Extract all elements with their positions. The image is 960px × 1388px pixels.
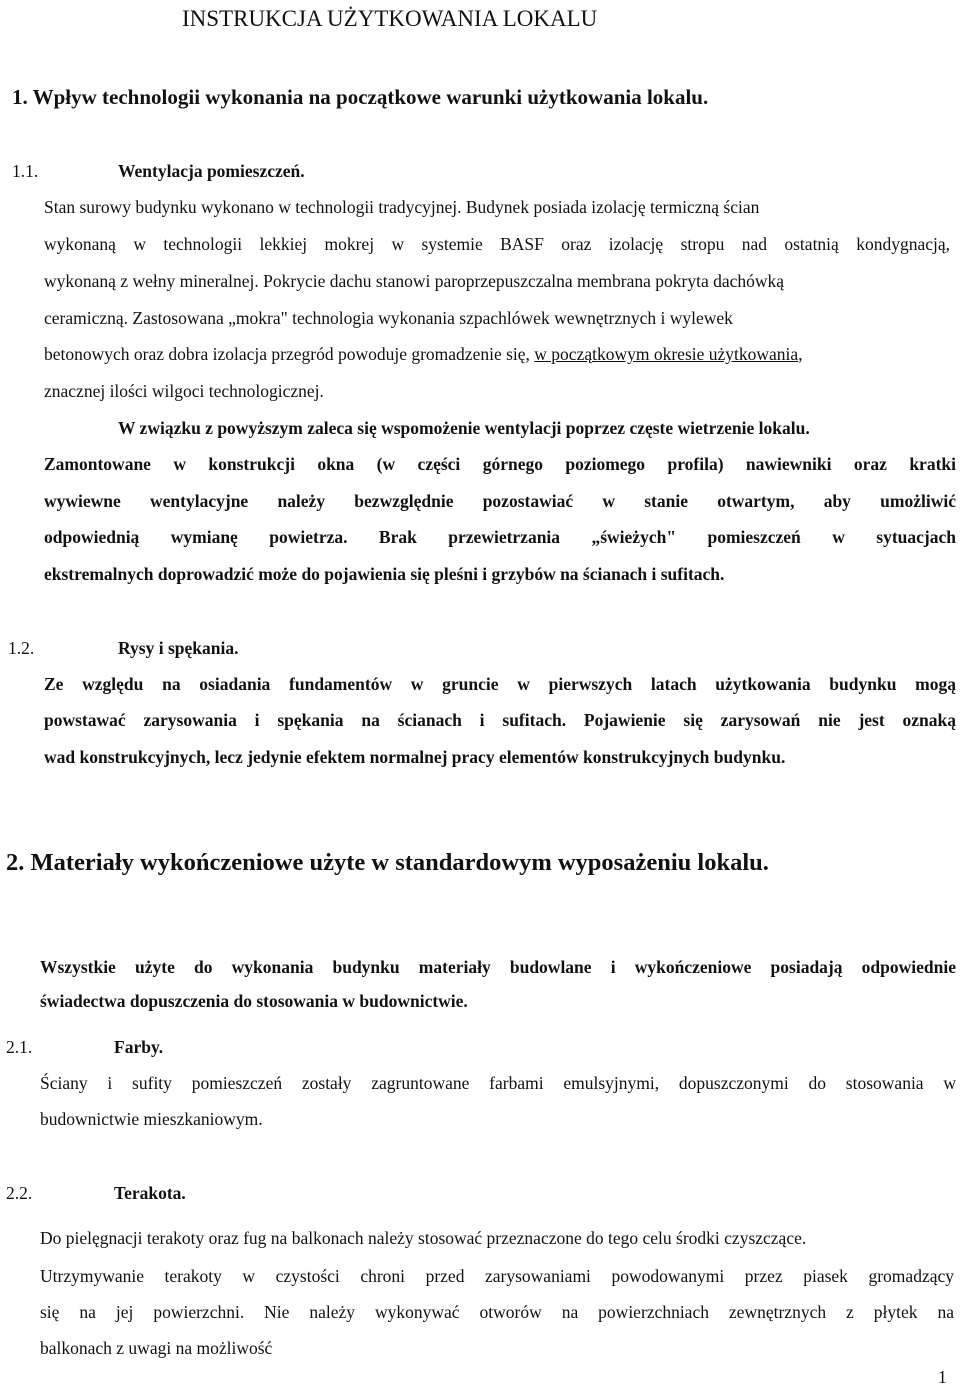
cracks-paragraph-line: Ze względu na osiadania fundamentów w gruncie w pierwszych latach użytkowania budynku mogą [44,674,956,694]
recommendation-line: ekstremalnych doprowadzić może do pojawienia się pleśni i grzybów na ścianach i sufitach. [44,564,725,584]
materials-intro-line: świadectwa dopuszczenia do stosowania w budownictwie. [40,991,468,1011]
section-1-heading: 1. Wpływ technologii wykonania na początkowe warunki użytkowania lokalu. [12,85,709,109]
cracks-paragraph-line: powstawać zarysowania i spękania na ścianach i sufitach. Pojawienie się zarysowań nie jest oznaką [44,710,956,730]
recommendation-line: Zamontowane w konstrukcji okna (w części górnego poziomego profila) nawiewniki oraz kratki [44,454,956,474]
paragraph-line: wykonaną w technologii lekkiej mokrej w systemie BASF oraz izolację stropu nad ostatnią kondygnacją, [44,234,950,254]
terracotta-paragraph-line: się na jej powierzchni. Nie należy wykonywać otworów na powierzchniach zewnętrznych z płytek na [40,1302,954,1322]
cracks-paragraph-line: wad konstrukcyjnych, lecz jedynie efektem normalnej pracy elementów konstrukcyjnych budynku. [44,747,786,767]
subsection-2-1-number: 2.1. [6,1037,33,1057]
subsection-1-1-number: 1.1. [12,161,39,181]
terracotta-paragraph-line: Do pielęgnacji terakoty oraz fug na balkonach należy stosować przeznaczone do tego celu środki czyszczące. [40,1228,807,1248]
subsection-1-1-title: Wentylacja pomieszczeń. [118,161,305,181]
subsection-2-2-title: Terakota. [114,1183,186,1203]
document-title: INSTRUKCJA UŻYTKOWANIA LOKALU [182,6,598,31]
paints-paragraph-line: Ściany i sufity pomieszczeń zostały zagruntowane farbami emulsyjnymi, dopuszczonymi do stosowania w [40,1073,956,1093]
paragraph-line: znacznej ilości wilgoci technologicznej. [44,381,324,401]
subsection-2-1-title: Farby. [114,1037,164,1057]
paints-paragraph-line: budownictwie mieszkaniowym. [40,1109,263,1129]
terracotta-paragraph-line: balkonach z uwagi na możliwość [40,1338,273,1358]
recommendation-line: odpowiednią wymianę powietrza. Brak przewietrzania „świeżych" pomieszczeń w sytuacjach [44,527,956,547]
materials-intro-line: Wszystkie użyte do wykonania budynku materiały budowlane i wykończeniowe posiadają odpowiednie [40,957,956,977]
subsection-1-2-title: Rysy i spękania. [118,638,239,658]
recommendation-line: W związku z powyższym zaleca się wspomożenie wentylacji poprzez częste wietrzenie lokalu. [118,418,810,438]
recommendation-line: wywiewne wentylacyjne należy bezwzględnie pozostawiać w stanie otwartym, aby umożliwić [44,491,956,511]
subsection-2-2-number: 2.2. [6,1183,33,1203]
paragraph-line: Stan surowy budynku wykonano w technologii tradycyjnej. Budynek posiada izolację termiczną ścian [44,197,760,217]
section-2-heading: 2. Materiały wykończeniowe użyte w standardowym wyposażeniu lokalu. [6,849,769,876]
paragraph-text: , [798,344,803,364]
terracotta-paragraph-line: Utrzymywanie terakoty w czystości chroni przed zarysowaniami powodowanymi przez piasek gromadzący [40,1266,954,1286]
underlined-phrase: w początkowym okresie użytkowania [534,344,799,364]
paragraph-text: betonowych oraz dobra izolacja przegród powoduje gromadzenie się, [44,344,535,364]
page-number: 1 [938,1367,947,1387]
paragraph-line: wykonaną z wełny mineralnej. Pokrycie dachu stanowi paroprzepuszczalna membrana pokryta dachówką [44,271,785,291]
paragraph-line [44,343,803,365]
paragraph-line: ceramiczną. Zastosowana „mokra" technologia wykonania szpachlówek wewnętrznych i wylewek [44,308,733,328]
subsection-1-2-number: 1.2. [8,638,35,658]
